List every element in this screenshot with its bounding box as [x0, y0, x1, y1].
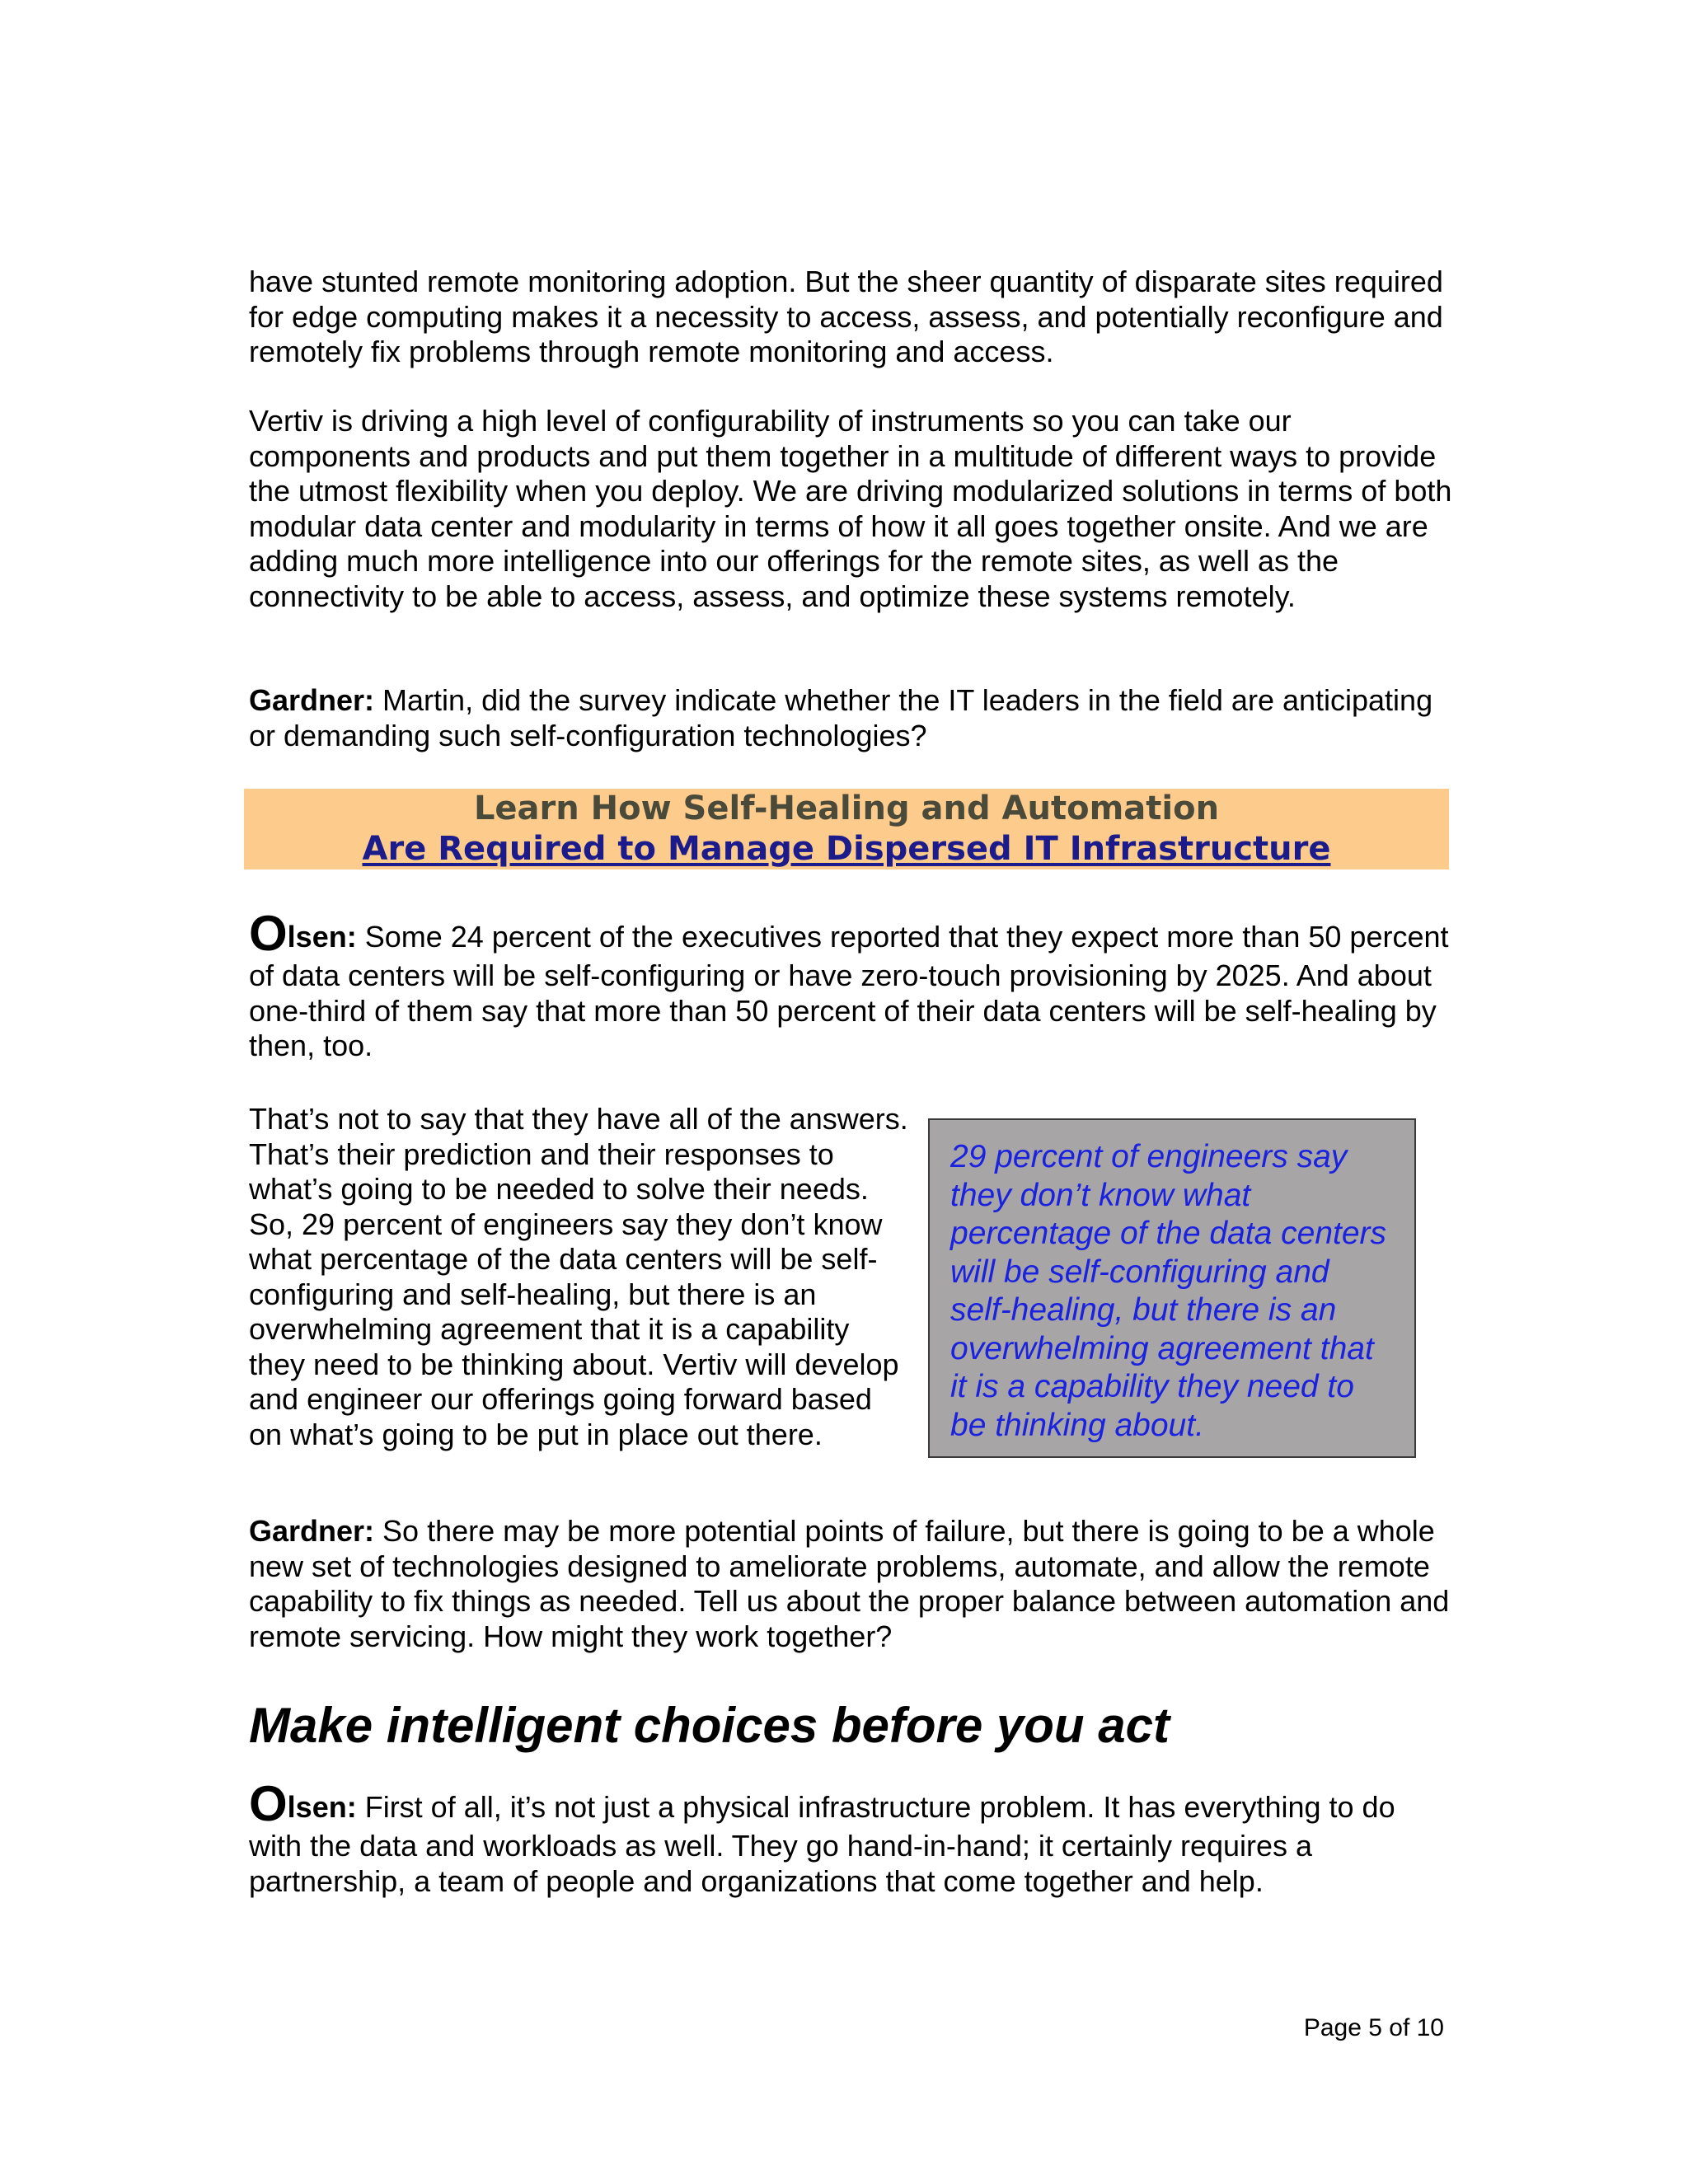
- promo-link[interactable]: Are Required to Manage Dispersed IT Infrastructure: [362, 830, 1331, 868]
- speaker-label: Gardner:: [249, 1514, 375, 1548]
- speaker-label: lsen:: [287, 920, 357, 954]
- promo-title: Learn How Self-Healing and Automation: [473, 790, 1220, 827]
- speaker-label: lsen:: [287, 1790, 357, 1824]
- paragraph-predictions: That’s not to say that they have all of the answers. That’s their prediction and their responses to what’s going to be needed to solve their needs. So, 29 percent of engineers say they don’t know what percentage of the data centers will be self-configuring and self-healing, but there is an overwhelming agreement that it is a capability they need to be thinking about. Vertiv will develop and engineer our offerings going forward based on what’s going to be put in place out there.: [249, 1102, 908, 1451]
- gardner-question-1: [249, 683, 1452, 753]
- gardner-question-2: [249, 1514, 1452, 1654]
- speaker-text: Martin, did the survey indicate whether the IT leaders in the field are anticipating or demanding such self-configuration technologies?: [249, 683, 1433, 752]
- promo-banner: [244, 789, 1449, 869]
- drop-cap: O: [249, 906, 288, 961]
- speaker-text: First of all, it’s not just a physical infrastructure problem. It has everything to do with the data and workloads as well. They go hand-in-hand; it certainly requires a partnership, a team of people and organizations that come together and help.: [249, 1790, 1395, 1898]
- speaker-label: Gardner:: [249, 683, 375, 717]
- page-number: Page 5 of 10: [1303, 2014, 1444, 2041]
- olsen-answer-2: [249, 1776, 1452, 1899]
- paragraph-remote-monitoring: have stunted remote monitoring adoption. But the sheer quantity of disparate sites required for edge computing makes it a necessity to access, assess, and potentially reconfigure and remotely fix problems through remote monitoring and access.: [249, 265, 1443, 368]
- paragraph-vertiv-configurability: Vertiv is driving a high level of configurability of instruments so you can take our components and products and put them together in a multitude of different ways to provide the utmost flexibility when you deploy. We are driving modularized solutions in terms of both modular data center and modularity in terms of how it all goes together onsite. And we are adding much more intelligence into our offerings for the remote sites, as well as the connectivity to be able to access, assess, and optimize these systems remotely.: [249, 404, 1452, 613]
- section-heading: Make intelligent choices before you act: [249, 1698, 1170, 1753]
- speaker-text: So there may be more potential points of failure, but there is going to be a whole new set of technologies designed to ameliorate problems, automate, and allow the remote capability to fix things as needed. Tell us about the proper balance between automation and remote servicing. How might they work together?: [249, 1514, 1450, 1653]
- speaker-text: Some 24 percent of the executives reported that they expect more than 50 percent of data centers will be self-configuring or have zero-touch provisioning by 2025. And about one-third of them say that more than 50 percent of their data centers will be self-healing by then, too.: [249, 920, 1449, 1062]
- olsen-answer-1: [249, 906, 1452, 1064]
- pull-quote-callout: 29 percent of engineers say they don’t know what percentage of the data centers will be self-configuring and self-healing, but there is an overwhelming agreement that it is a capability they need to be thinking about.: [928, 1118, 1416, 1458]
- drop-cap: O: [249, 1776, 288, 1831]
